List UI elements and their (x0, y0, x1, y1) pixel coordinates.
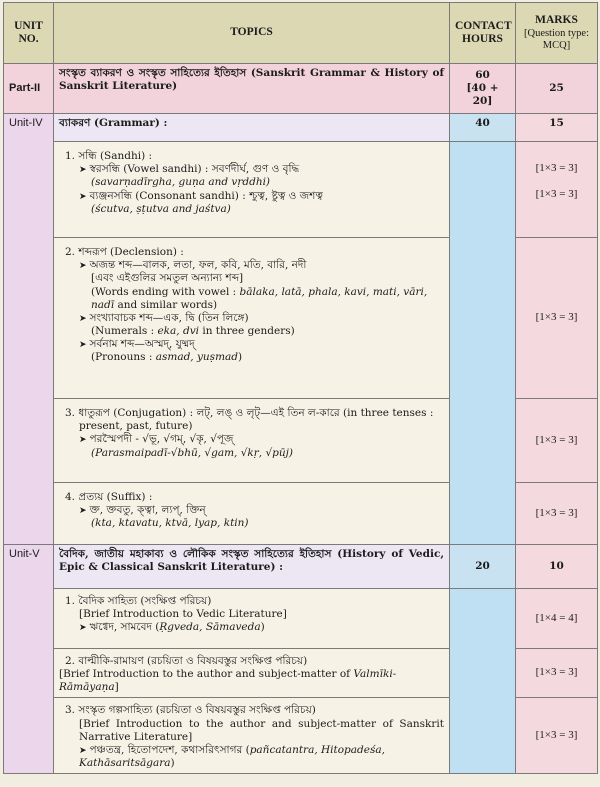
marks-header-subtitle: [Question type: MCQ] (523, 27, 590, 51)
narrative-line-en: [Brief Introduction to the author and subject-matter of Sanskrit Narrative Literature] (79, 717, 444, 743)
arrow-icon: ➤ (79, 506, 87, 517)
sandhi-item-vowel: স্বরসন্ধি (Vowel sandhi) : সবর্ণদীর্ঘ, গুণ ও বৃদ্ধি (89, 163, 300, 176)
unit-5-title: বৈদিক, জাতীয় মহাকাব্য ও লৌকিক সংস্কৃত সাহিত্যের ইতিহাস (History of Vedic, Epic & Classical Sanskrit Literature) : (54, 545, 450, 589)
declension-item-pronouns-en (59, 351, 444, 364)
arrow-icon: ➤ (79, 191, 87, 202)
part-2-label: Part-II (4, 64, 54, 114)
suffix-topic (54, 483, 450, 545)
conjugation-mark: [1×3 = 3] (535, 433, 578, 446)
declension-item-numerals-en (59, 325, 444, 338)
pronouns-en-words: asmad, yuṣmad (155, 351, 239, 364)
marks-header (516, 3, 598, 64)
arrow-icon: ➤ (79, 435, 87, 446)
unit-5-row (4, 545, 598, 589)
narrative-item-en: pañcatantra, Hitopadeśa, Kathāsaritsāgara (79, 743, 385, 769)
part-2-hours-split: [40 + 20] (466, 81, 499, 108)
valmiki-line-prefix: [Brief Introduction to the author and subject-matter of (59, 668, 354, 681)
sandhi-marks (516, 142, 598, 238)
unit-5-hours: 20 (450, 545, 516, 589)
sandhi-heading: 1. সন্ধি (Sandhi) : (65, 150, 153, 162)
valmiki-heading: 2. বাল্মীকি-রামায়ণ (রচয়িতা ও বিষয়বস্তুর সংক্ষিপ্ত পরিচয়) (65, 655, 308, 667)
suffix-heading: 4. প্রত্যয় (Suffix) : (65, 491, 153, 503)
narrative-mark: [1×3 = 3] (535, 728, 578, 741)
arrow-icon: ➤ (79, 340, 87, 351)
declension-en-suffix: and similar words) (114, 298, 218, 311)
declension-item-vowel-en (59, 286, 444, 312)
narrative-topic (54, 698, 450, 774)
declension-mark: [1×3 = 3] (535, 311, 578, 324)
part-2-row (4, 64, 598, 114)
pronouns-en-suffix: ) (238, 351, 243, 364)
valmiki-line-close: ] (114, 681, 119, 694)
marks-header-title: MARKS (535, 14, 578, 27)
narrative-item-bn: পঞ্চতন্ত্র, হিতোপদেশ, কথাসরিৎসাগর ( (89, 743, 250, 756)
declension-item-vowel-note: [এবং এইগুলির সমতুল অন্যান্য শব্দ] (91, 272, 244, 285)
suffix-mark: [1×3 = 3] (535, 506, 578, 519)
numerals-en-suffix: in three genders) (199, 325, 295, 337)
pronouns-en-prefix: (Pronouns : (91, 351, 156, 364)
part-2-title: সংস্কৃত ব্যাকরণ ও সংস্কৃত সাহিত্যের ইতিহাস (Sanskrit Grammar & History of Sanskrit Literature) (54, 64, 450, 114)
suffix-marks (516, 483, 598, 545)
narrative-heading: 3. সংস্কৃত গল্পসাহিত্য (রচয়িতা ও বিষয়বস্তুর সংক্ষিপ্ত পরিচয়) (65, 704, 316, 717)
declension-item-vowel: অজন্ত শব্দ—বালক, লতা, ফল, কবি, মতি, বারি, নদী (89, 259, 307, 272)
arrow-icon: ➤ (79, 261, 87, 272)
declension-en-words: bālaka, latā, phala, kavi, mati, vāri, nadī (91, 285, 428, 311)
valmiki-mark: [1×3 = 3] (535, 666, 578, 679)
unit-4-row (4, 114, 598, 142)
unit-4-hours-blank (450, 142, 516, 545)
numerals-en-words: eka, dvi (157, 325, 199, 337)
part-2-marks: 25 (516, 64, 598, 114)
vedic-heading: 1. বৈদিক সাহিত্য (সংক্ষিপ্ত পরিচয়) (65, 595, 212, 607)
vedic-row (4, 589, 598, 649)
sandhi-topic (54, 142, 450, 238)
unit-4-marks: 15 (516, 114, 598, 142)
sandhi-row (4, 142, 598, 238)
unit-no-header: UNIT NO. (4, 3, 54, 64)
declension-topic (54, 238, 450, 399)
suffix-item: ক্ত, ক্তবতু, ক্ত্বা, ল্যপ্, ক্তিন্ (89, 504, 206, 517)
arrow-icon: ➤ (79, 165, 87, 176)
unit-5-marks: 10 (516, 545, 598, 589)
contact-hours-header: CONTACT HOURS (450, 3, 516, 64)
declension-item-numerals: সংখ্যাবাচক শব্দ—এক, দ্বি (তিন লিঙ্গে) (89, 311, 249, 324)
valmiki-topic (54, 649, 450, 698)
conjugation-heading: 3. ধাতুরূপ (Conjugation) : লট্, লঙ্ ও লৃট্—এই তিন ল-কারে (in three tenses : present, past, future) (65, 407, 434, 433)
sandhi-item-vowel-en: (savarṇadīrgha, guṇa and vṛddhi) (91, 176, 271, 189)
sandhi-mark-2: [1×3 = 3] (535, 187, 578, 200)
declension-marks (516, 238, 598, 399)
valmiki-line-en (59, 668, 444, 694)
topics-header: TOPICS (54, 3, 450, 64)
unit-5-label: Unit-V (4, 545, 54, 774)
syllabus-table (3, 2, 598, 774)
vedic-line-en: [Brief Introduction to Vedic Literature] (79, 608, 287, 621)
arrow-icon: ➤ (79, 745, 87, 756)
unit-4-title: ব্যাকরণ (Grammar) : (54, 114, 450, 142)
vedic-mark: [1×4 = 4] (535, 611, 578, 624)
vedic-topic (54, 589, 450, 649)
declension-item-pronouns: সর্বনাম শব্দ—অস্মদ্, যুষ্মদ্ (89, 338, 195, 351)
arrow-icon: ➤ (79, 623, 87, 634)
arrow-icon: ➤ (79, 313, 87, 324)
sandhi-mark-1: [1×3 = 3] (535, 162, 578, 174)
vedic-marks (516, 589, 598, 649)
unit-5-hours-blank (450, 589, 516, 774)
conjugation-item-en: (Parasmaipadī-√bhū, √gam, √kṛ, √pūj) (91, 446, 293, 459)
table-header-row (4, 3, 598, 64)
conjugation-marks (516, 399, 598, 483)
suffix-item-en: (kta, ktavatu, ktvā, lyap, ktin) (91, 517, 249, 530)
valmiki-line-title: Valmīki-Rāmāyaṇa (59, 668, 397, 694)
vedic-item-bn: ঋগ্বেদ, সামবেদ ( (89, 621, 160, 634)
unit-4-label: Unit-IV (4, 114, 54, 545)
declension-heading: 2. শব্দরূপ (Declension) : (65, 246, 184, 258)
sandhi-item-consonant-en: (ścutva, ṣṭutva and jaśtva) (91, 202, 231, 215)
declension-en-prefix: (Words ending with vowel : (91, 285, 240, 298)
conjugation-topic (54, 399, 450, 483)
valmiki-marks (516, 649, 598, 698)
vedic-item-en: Ṛgveda, Sāmaveda (159, 621, 261, 634)
part-2-hours-total: 60 (475, 68, 490, 81)
conjugation-item: পরস্মৈপদী - √ভূ, √গম্, √কৃ, √পূজ্ (89, 433, 234, 446)
sandhi-item-consonant: ব্যঞ্জনসন্ধি (Consonant sandhi) : শ্চুত্ব, ষ্টুত্ব ও জশত্ব (89, 189, 323, 202)
part-2-hours (450, 64, 516, 114)
unit-4-hours: 40 (450, 114, 516, 142)
vedic-item-close: ) (260, 621, 265, 634)
narrative-item-close: ) (170, 757, 175, 769)
numerals-en-prefix: (Numerals : (91, 325, 158, 337)
narrative-marks (516, 698, 598, 774)
